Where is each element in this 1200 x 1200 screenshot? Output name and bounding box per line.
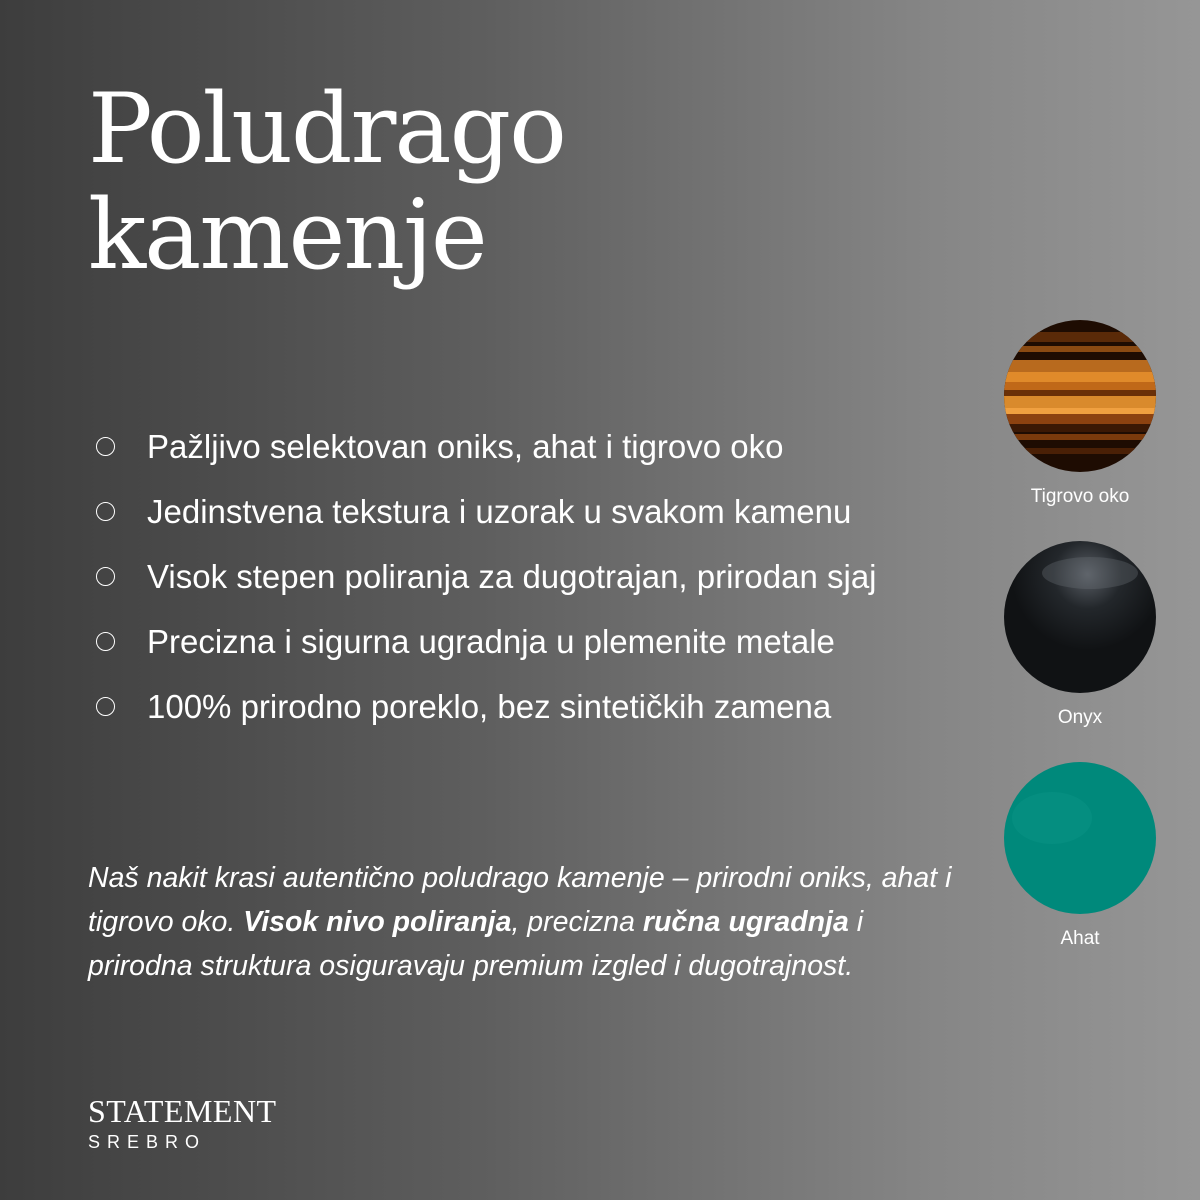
stone-label: Tigrovo oko: [1030, 486, 1130, 507]
circle-bullet-icon: [96, 502, 115, 521]
feature-item: [96, 674, 877, 739]
description-paragraph: [88, 856, 968, 988]
circle-bullet-icon: [96, 697, 115, 716]
feature-item: [96, 609, 877, 674]
description-text-2: , precizna: [511, 906, 643, 938]
circle-bullet-icon: [96, 437, 115, 456]
tigers-eye-stone-icon: [1004, 320, 1156, 472]
description-text-3: i prirodna struktura osiguravaju premium izgled i dugotrajnost.: [88, 906, 864, 982]
feature-item: [96, 479, 877, 544]
brand-name: STATEMENT: [88, 1093, 277, 1129]
feature-text: 100% prirodno poreklo, bez sintetičkih zamena: [147, 687, 832, 725]
feature-text: Pažljivo selektovan oniks, ahat i tigrovo oko: [147, 427, 784, 465]
stone-tigers-eye: [1004, 320, 1156, 508]
description-bold-handcrafted: ručna ugradnja: [642, 906, 849, 938]
circle-bullet-icon: [96, 567, 115, 586]
circle-bullet-icon: [96, 632, 115, 651]
stone-onyx: [1004, 541, 1156, 729]
feature-item: [96, 414, 877, 479]
stone-label: Ahat: [1060, 928, 1100, 949]
brand-subtitle: SREBRO: [88, 1132, 207, 1152]
title-line-2: kamenje: [88, 179, 486, 291]
title-line-1: Poludrago: [88, 73, 565, 185]
description-text-1: Naš nakit krasi autentično poludrago kamenje – prirodni oniks, ahat i tigrovo oko.: [88, 862, 952, 938]
feature-item: [96, 544, 877, 609]
feature-text: Visok stepen poliranja za dugotrajan, prirodan sjaj: [147, 557, 877, 595]
feature-text: Precizna i sigurna ugradnja u plemenite metale: [147, 622, 835, 660]
agate-stone-icon: [1004, 762, 1156, 914]
onyx-stone-icon: [1004, 541, 1156, 693]
stone-agate: [1004, 762, 1156, 950]
feature-list: [96, 414, 877, 739]
description-bold-polishing: Visok nivo poliranja: [243, 906, 512, 938]
feature-text: Jedinstvena tekstura i uzorak u svakom kamenu: [147, 492, 852, 530]
page-title: [88, 73, 565, 291]
stone-label: Onyx: [1057, 707, 1103, 728]
brand-logo: [88, 1094, 277, 1154]
